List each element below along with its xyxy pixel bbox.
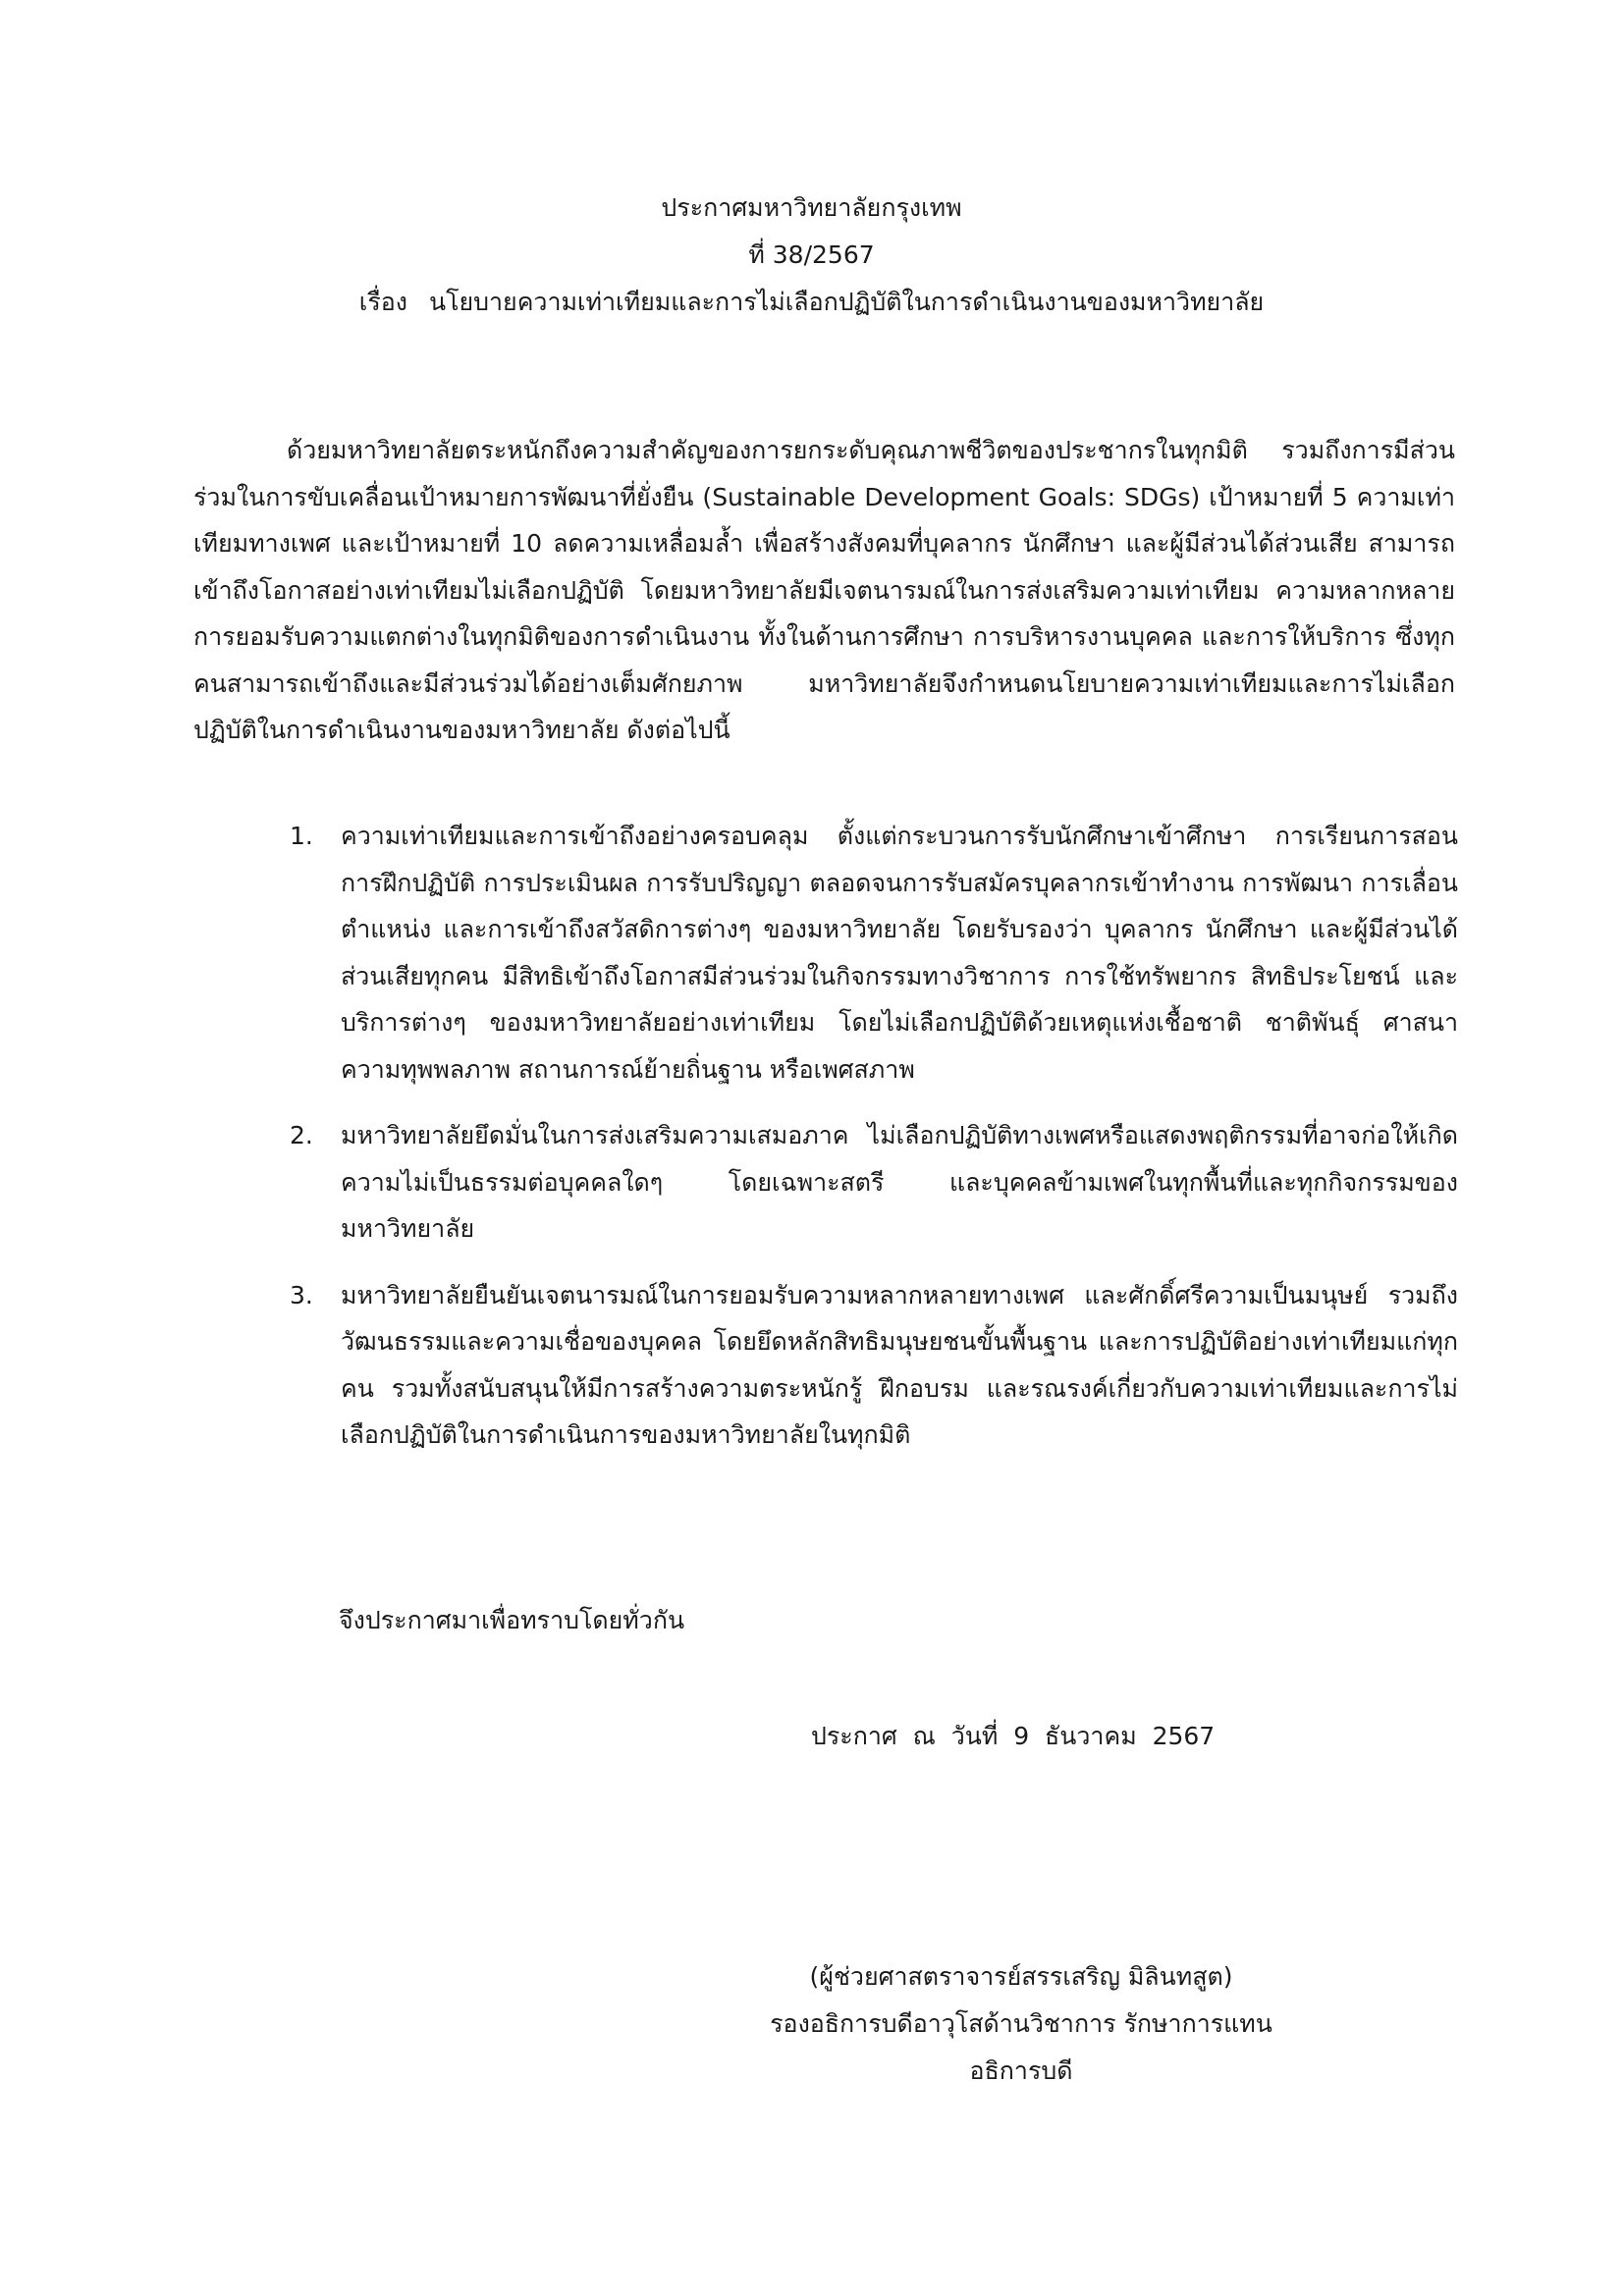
policy-item-text: มหาวิทยาลัยยืนยันเจตนารมณ์ในการยอมรับความหลากหลายทางเพศ และศักดิ์ศรีความเป็นมนุษย์ รวมถึงวัฒนธรรมและความเชื่อของบุคคล โดยยึดหลักสิทธิมนุษยชนขั้นพื้นฐาน และการปฏิบัติอย่างเท่าเทียมแก่ทุกคน รวมทั้งสนับสนุนให้มีการสร้างความตระหนักรู้ ฝึกอบรม และรณรงค์เกี่ยวกับความเท่าเทียมและการไม่เลือกปฏิบัติในการดำเนินการของมหาวิทยาลัยในทุกมิติ (341, 1280, 1458, 1449)
policy-item (290, 1112, 1458, 1253)
announcement-header (0, 185, 1623, 326)
signatory-name: (ผู้ช่วยศาสตราจารย์สรรเสริญ มิลินทสูต) (809, 1962, 1233, 1991)
announcement-date: ประกาศ ณ วันที่ 9 ธันวาคม 2567 (811, 1722, 1216, 1750)
announcement-title: ประกาศมหาวิทยาลัยกรุงเทพ (661, 193, 962, 222)
announcement-number: ที่ 38/2567 (748, 240, 875, 269)
subject-text: นโยบายความเท่าเทียมและการไม่เลือกปฏิบัติในการดำเนินงานของมหาวิทยาลัย (428, 288, 1265, 316)
policy-item-number: 3. (290, 1280, 313, 1309)
policy-item-text: ความเท่าเทียมและการเข้าถึงอย่างครอบคลุม ตั้งแต่กระบวนการรับนักศึกษาเข้าศึกษา การเรียนการสอน การฝึกปฏิบัติ การประเมินผล การรับปริญญา ตลอดจนการรับสมัครบุคลากรเข้าทำงาน การพัฒนา การเลื่อนตำแหน่ง และการเข้าถึงสวัสดิการต่างๆ ของมหาวิทยาลัย โดยรับรองว่า บุคลากร นักศึกษา และผู้มีส่วนได้ส่วนเสียทุกคน มีสิทธิเข้าถึงโอกาสมีส่วนร่วมในกิจกรรมทางวิชาการ การใช้ทรัพยากร สิทธิประโยชน์ และบริการต่างๆ ของมหาวิทยาลัยอย่างเท่าเทียม โดยไม่เลือกปฏิบัติด้วยเหตุแห่งเชื้อชาติ ชาติพันธุ์ ศาสนา ความทุพพลภาพ สถานการณ์ย้ายถิ่นฐาน หรือเพศสภาพ (341, 822, 1458, 1084)
policy-list (290, 813, 1458, 1478)
signatory-title: อธิการบดี (969, 2056, 1073, 2085)
signatory-position: รองอธิการบดีอาวุโสด้านวิชาการ รักษาการแทน (770, 2009, 1272, 2038)
policy-item (290, 1272, 1458, 1459)
policy-item-text: มหาวิทยาลัยยึดมั่นในการส่งเสริมความเสมอภาค ไม่เลือกปฏิบัติทางเพศหรือแสดงพฤติกรรมที่อาจก่อให้เกิดความไม่เป็นธรรมต่อบุคคลใดๆ โดยเฉพาะสตรี และบุคคลข้ามเพศในทุกพื้นที่และทุกกิจกรรมของมหาวิทยาลัย (341, 1121, 1458, 1243)
announcement-subject (0, 279, 1623, 326)
policy-item (290, 813, 1458, 1093)
policy-item-number: 1. (290, 822, 313, 850)
signature-block (648, 1953, 1394, 2095)
intro-paragraph: ด้วยมหาวิทยาลัยตระหนักถึงความสำคัญของการยกระดับคุณภาพชีวิตของประชากรในทุกมิติ รวมถึงการมีส่วนร่วมในการขับเคลื่อนเป้าหมายการพัฒนาที่ยั่งยืน (Sustainable Development Goals: SDGs) เป้าหมายที่ 5 ความเท่าเทียมทางเพศ และเป้าหมายที่ 10 ลดความเหลื่อมล้ำ เพื่อสร้างสังคมที่บุคลากร นักศึกษา และผู้มีส่วนได้ส่วนเสีย สามารถเข้าถึงโอกาสอย่างเท่าเทียมไม่เลือกปฏิบัติ โดยมหาวิทยาลัยมีเจตนารมณ์ในการส่งเสริมความเท่าเทียม ความหลากหลาย การยอมรับความแตกต่างในทุกมิติของการดำเนินงาน ทั้งในด้านการศึกษา การบริหารงานบุคคล และการให้บริการ ซึ่งทุกคนสามารถเข้าถึงและมีส่วนร่วมได้อย่างเต็มศักยภาพ มหาวิทยาลัยจึงกำหนดนโยบายความเท่าเทียมและการไม่เลือกปฏิบัติในการดำเนินงานของมหาวิทยาลัย ดังต่อไปนี้ (193, 436, 1455, 744)
closing-statement: จึงประกาศมาเพื่อทราบโดยทั่วกัน (339, 1606, 685, 1634)
subject-label: เรื่อง (358, 288, 407, 316)
policy-item-number: 2. (290, 1121, 313, 1149)
